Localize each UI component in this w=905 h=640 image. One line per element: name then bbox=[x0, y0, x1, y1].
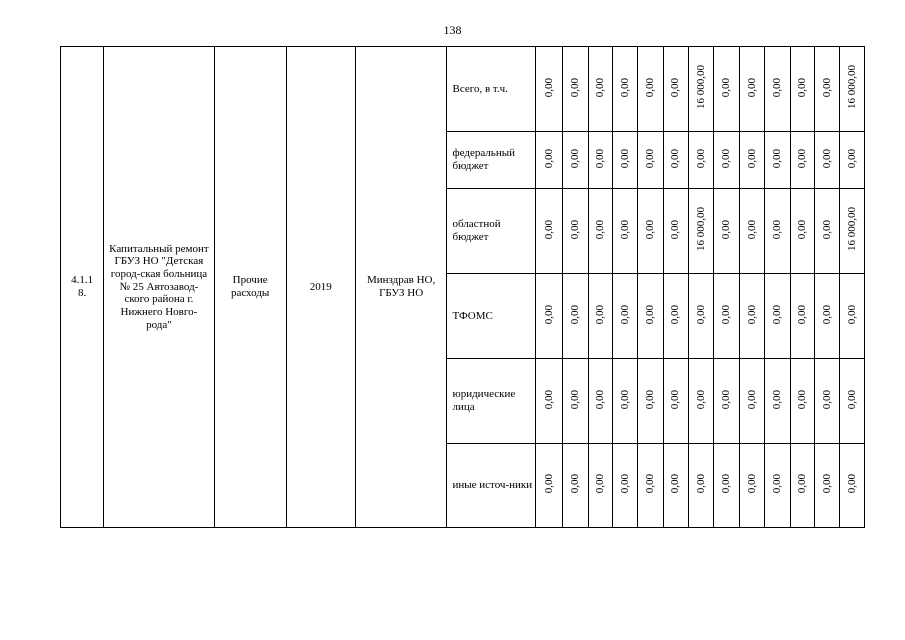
amount-cell bbox=[740, 359, 765, 444]
amount-value: 0,00 bbox=[644, 389, 657, 409]
amount-cell bbox=[536, 189, 563, 274]
amount-value: 0,00 bbox=[820, 389, 833, 409]
amount-value: 0,00 bbox=[796, 148, 809, 168]
source-label: Всего, в т.ч. bbox=[447, 47, 536, 132]
amount-value: 0,00 bbox=[745, 304, 758, 324]
amount-cell bbox=[840, 132, 865, 189]
amount-cell bbox=[613, 189, 638, 274]
amount-cell bbox=[613, 359, 638, 444]
amount-value: 0,00 bbox=[745, 148, 758, 168]
amount-cell bbox=[714, 132, 740, 189]
financing-table-body bbox=[61, 47, 865, 528]
amount-cell bbox=[815, 189, 840, 274]
amount-value: 0,00 bbox=[845, 148, 858, 168]
amount-cell bbox=[688, 189, 714, 274]
amount-cell bbox=[688, 359, 714, 444]
amount-cell bbox=[588, 132, 613, 189]
amount-cell bbox=[815, 132, 840, 189]
executor-cell: Минздрав НО, ГБУЗ НО bbox=[355, 47, 447, 528]
amount-cell bbox=[790, 359, 815, 444]
amount-value: 0,00 bbox=[594, 389, 607, 409]
amount-cell bbox=[714, 47, 740, 132]
amount-cell bbox=[688, 444, 714, 528]
amount-value: 0,00 bbox=[669, 148, 682, 168]
amount-value: 0,00 bbox=[796, 304, 809, 324]
amount-cell bbox=[536, 359, 563, 444]
amount-value: 0,00 bbox=[745, 389, 758, 409]
amount-cell bbox=[588, 274, 613, 359]
amount-value: 0,00 bbox=[618, 389, 631, 409]
amount-cell bbox=[688, 132, 714, 189]
amount-value: 0,00 bbox=[594, 474, 607, 494]
amount-value: 0,00 bbox=[644, 148, 657, 168]
amount-cell bbox=[790, 47, 815, 132]
amount-cell bbox=[588, 359, 613, 444]
amount-value: 0,00 bbox=[720, 474, 733, 494]
amount-cell bbox=[536, 444, 563, 528]
amount-cell bbox=[840, 189, 865, 274]
amount-value: 0,00 bbox=[542, 304, 555, 324]
amount-value: 0,00 bbox=[618, 148, 631, 168]
amount-cell bbox=[764, 444, 790, 528]
amount-value: 16 000,00 bbox=[694, 207, 707, 252]
amount-value: 0,00 bbox=[694, 148, 707, 168]
amount-value: 0,00 bbox=[796, 219, 809, 239]
amount-cell bbox=[638, 132, 664, 189]
amount-value: 0,00 bbox=[669, 304, 682, 324]
amount-cell bbox=[740, 47, 765, 132]
amount-value: 0,00 bbox=[770, 389, 783, 409]
amount-value: 0,00 bbox=[820, 148, 833, 168]
amount-cell bbox=[562, 274, 588, 359]
amount-value: 0,00 bbox=[745, 219, 758, 239]
amount-value: 0,00 bbox=[618, 219, 631, 239]
amount-cell bbox=[740, 274, 765, 359]
amount-cell bbox=[790, 444, 815, 528]
amount-value: 0,00 bbox=[796, 474, 809, 494]
amount-value: 0,00 bbox=[542, 219, 555, 239]
amount-value: 0,00 bbox=[568, 148, 581, 168]
amount-value: 0,00 bbox=[669, 474, 682, 494]
amount-value: 0,00 bbox=[594, 77, 607, 97]
source-label: юридические лица bbox=[447, 359, 536, 444]
amount-cell bbox=[815, 444, 840, 528]
amount-value: 0,00 bbox=[796, 77, 809, 97]
amount-value: 0,00 bbox=[820, 474, 833, 494]
amount-cell bbox=[613, 132, 638, 189]
row-number-cell: 4.1.1 8. bbox=[61, 47, 104, 528]
amount-value: 0,00 bbox=[694, 304, 707, 324]
amount-value: 0,00 bbox=[618, 474, 631, 494]
amount-cell bbox=[663, 444, 688, 528]
amount-cell bbox=[663, 189, 688, 274]
amount-cell bbox=[764, 189, 790, 274]
amount-cell bbox=[840, 274, 865, 359]
amount-value: 0,00 bbox=[542, 474, 555, 494]
amount-value: 0,00 bbox=[669, 389, 682, 409]
amount-cell bbox=[815, 359, 840, 444]
amount-value: 0,00 bbox=[594, 219, 607, 239]
amount-cell bbox=[562, 132, 588, 189]
amount-value: 0,00 bbox=[770, 148, 783, 168]
amount-value: 0,00 bbox=[618, 77, 631, 97]
amount-value: 0,00 bbox=[745, 77, 758, 97]
amount-value: 0,00 bbox=[618, 304, 631, 324]
amount-cell bbox=[663, 359, 688, 444]
amount-value: 0,00 bbox=[669, 77, 682, 97]
amount-value: 0,00 bbox=[568, 219, 581, 239]
amount-cell bbox=[536, 47, 563, 132]
amount-cell bbox=[562, 444, 588, 528]
amount-value: 0,00 bbox=[594, 304, 607, 324]
amount-value: 0,00 bbox=[644, 304, 657, 324]
amount-cell bbox=[638, 444, 664, 528]
amount-value: 16 000,00 bbox=[694, 65, 707, 110]
amount-value: 0,00 bbox=[820, 219, 833, 239]
amount-value: 0,00 bbox=[542, 389, 555, 409]
amount-value: 0,00 bbox=[542, 77, 555, 97]
amount-cell bbox=[613, 47, 638, 132]
amount-value: 0,00 bbox=[669, 219, 682, 239]
amount-cell bbox=[815, 47, 840, 132]
amount-cell bbox=[562, 47, 588, 132]
amount-cell bbox=[840, 359, 865, 444]
amount-value: 0,00 bbox=[720, 389, 733, 409]
amount-cell bbox=[562, 359, 588, 444]
amount-cell bbox=[790, 132, 815, 189]
amount-cell bbox=[790, 274, 815, 359]
amount-value: 0,00 bbox=[845, 304, 858, 324]
amount-cell bbox=[638, 274, 664, 359]
source-label: федеральный бюджет bbox=[447, 132, 536, 189]
amount-value: 0,00 bbox=[720, 304, 733, 324]
amount-value: 0,00 bbox=[720, 148, 733, 168]
source-label: ТФОМС bbox=[447, 274, 536, 359]
amount-cell bbox=[764, 359, 790, 444]
amount-value: 0,00 bbox=[845, 389, 858, 409]
amount-cell bbox=[740, 132, 765, 189]
year-cell: 2019 bbox=[286, 47, 355, 528]
amount-value: 0,00 bbox=[796, 389, 809, 409]
page-number: 138 bbox=[443, 23, 462, 37]
source-row bbox=[61, 47, 865, 132]
amount-cell bbox=[588, 444, 613, 528]
amount-value: 0,00 bbox=[770, 474, 783, 494]
financing-table bbox=[60, 46, 865, 528]
amount-cell bbox=[714, 359, 740, 444]
amount-cell bbox=[790, 189, 815, 274]
amount-cell bbox=[764, 274, 790, 359]
amount-cell bbox=[688, 47, 714, 132]
amount-cell bbox=[638, 189, 664, 274]
source-label: областной бюджет bbox=[447, 189, 536, 274]
amount-value: 16 000,00 bbox=[845, 207, 858, 252]
amount-value: 0,00 bbox=[644, 474, 657, 494]
amount-cell bbox=[840, 444, 865, 528]
amount-value: 0,00 bbox=[644, 219, 657, 239]
amount-value: 0,00 bbox=[568, 77, 581, 97]
amount-value: 16 000,00 bbox=[845, 65, 858, 110]
amount-cell bbox=[714, 274, 740, 359]
measure-name-cell: Капитальный ремонт ГБУЗ НО "Детская город-ская больница № 25 Автозавод-ского района г. Нижнего Новго-рода" bbox=[104, 47, 214, 528]
amount-value: 0,00 bbox=[820, 304, 833, 324]
amount-cell bbox=[663, 47, 688, 132]
amount-cell bbox=[764, 47, 790, 132]
amount-cell bbox=[663, 132, 688, 189]
amount-cell bbox=[714, 444, 740, 528]
amount-cell bbox=[536, 274, 563, 359]
amount-value: 0,00 bbox=[694, 389, 707, 409]
amount-cell bbox=[588, 47, 613, 132]
amount-value: 0,00 bbox=[694, 474, 707, 494]
amount-cell bbox=[815, 274, 840, 359]
amount-cell bbox=[536, 132, 563, 189]
amount-value: 0,00 bbox=[542, 148, 555, 168]
amount-cell bbox=[740, 444, 765, 528]
amount-cell bbox=[638, 47, 664, 132]
amount-value: 0,00 bbox=[568, 474, 581, 494]
amount-cell bbox=[764, 132, 790, 189]
amount-cell bbox=[562, 189, 588, 274]
amount-value: 0,00 bbox=[745, 474, 758, 494]
amount-value: 0,00 bbox=[820, 77, 833, 97]
amount-value: 0,00 bbox=[594, 148, 607, 168]
amount-cell bbox=[613, 274, 638, 359]
amount-value: 0,00 bbox=[770, 77, 783, 97]
amount-value: 0,00 bbox=[720, 77, 733, 97]
amount-cell bbox=[588, 189, 613, 274]
amount-value: 0,00 bbox=[568, 304, 581, 324]
amount-value: 0,00 bbox=[568, 389, 581, 409]
amount-cell bbox=[740, 189, 765, 274]
amount-cell bbox=[638, 359, 664, 444]
amount-value: 0,00 bbox=[770, 304, 783, 324]
amount-cell bbox=[840, 47, 865, 132]
amount-value: 0,00 bbox=[720, 219, 733, 239]
expense-type-cell: Прочие расходы bbox=[214, 47, 286, 528]
amount-cell bbox=[613, 444, 638, 528]
amount-value: 0,00 bbox=[770, 219, 783, 239]
amount-cell bbox=[663, 274, 688, 359]
amount-cell bbox=[714, 189, 740, 274]
amount-value: 0,00 bbox=[845, 474, 858, 494]
amount-cell bbox=[688, 274, 714, 359]
source-label: иные источ-ники bbox=[447, 444, 536, 528]
amount-value: 0,00 bbox=[644, 77, 657, 97]
